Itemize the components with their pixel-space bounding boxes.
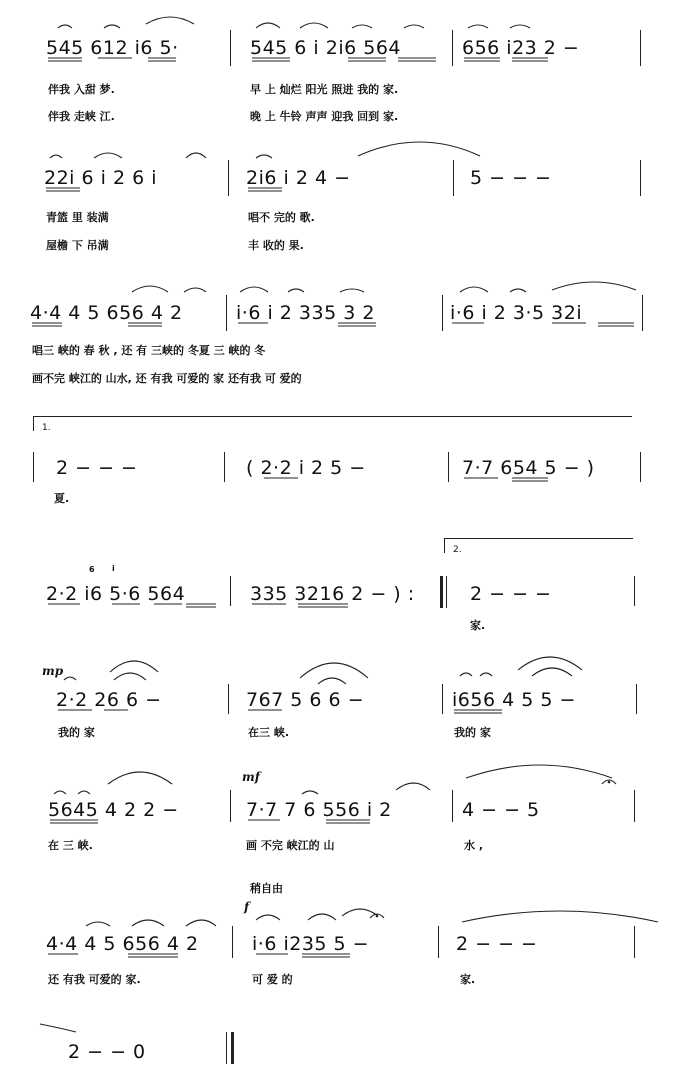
repeat-end-barline — [440, 576, 443, 608]
lyric-line: 夏. — [54, 492, 70, 505]
lyric-line: 水 , — [464, 839, 484, 852]
lyric-line: 我的 家 — [58, 726, 95, 739]
lyric-line: 丰 收的 果. — [248, 239, 304, 252]
barline — [228, 684, 229, 714]
barline — [33, 452, 34, 482]
lyric-line: 画 不完 峡江的 山 — [246, 839, 335, 852]
barline — [640, 160, 641, 196]
barline — [452, 790, 453, 822]
lyric-line: 还 有我 可爱的 家. — [48, 973, 141, 986]
measure-8-1: 4·4 4 5 656 4 2 — [46, 933, 199, 955]
barline — [634, 790, 635, 822]
measure-6-3: i656 4 5 5 − — [452, 689, 576, 711]
measure-8-2: i·6 i235 5 − — [252, 933, 370, 955]
lyric-line: 伴我 走峡 江. — [48, 110, 115, 123]
measure-2-3: 5 − − − — [470, 167, 552, 189]
lyric-line: 唱三 峡的 春 秋 , 还 有 三峡的 冬夏 三 峡的 冬 — [32, 344, 266, 357]
measure-1-1: 545 612 i6 5· — [46, 37, 179, 59]
measure-3-1: 4·4 4 5 656 4 2 — [30, 302, 183, 324]
barline — [230, 576, 231, 606]
measure-2-1: 22i 6 i 2 6 i — [44, 167, 157, 189]
measure-8-3: 2 − − − — [456, 933, 538, 955]
measure-7-3: 4 − − 5 — [462, 799, 540, 821]
measure-1-2: 545 6 i 2i6 564 — [250, 37, 402, 59]
barline — [446, 576, 447, 608]
barline — [438, 926, 439, 958]
barline — [452, 30, 453, 66]
lyric-line: 家. — [460, 973, 476, 986]
measure-2-2: 2i6 i 2 4 − — [246, 167, 351, 189]
lyric-line: 在三 峡. — [248, 726, 290, 739]
barline — [226, 1032, 227, 1064]
barline — [442, 684, 443, 714]
barline — [230, 790, 231, 822]
measure-5-3: 2 − − − — [470, 583, 552, 605]
lyric-line: 可 爱 的 — [252, 973, 293, 986]
barline — [232, 926, 233, 958]
barline — [640, 452, 641, 482]
barline — [442, 295, 443, 331]
measure-5-1: 2·2 i6 5·6 564 — [46, 583, 186, 605]
barline — [634, 576, 635, 606]
barline — [228, 160, 229, 196]
dynamic-mf: mf — [242, 770, 260, 784]
lyric-line: 唱不 完的 歌. — [248, 211, 315, 224]
measure-6-1: 2·2 26 6 − — [56, 689, 162, 711]
measure-5-2: 335 3216 2 − ) : — [250, 583, 415, 605]
dynamic-f: f — [244, 900, 250, 914]
barline — [640, 30, 641, 66]
final-barline — [231, 1032, 234, 1064]
barline — [226, 295, 227, 331]
lyric-line: 青篮 里 装满 — [46, 211, 109, 224]
lyric-line: 屋檐 下 吊满 — [46, 239, 109, 252]
measure-9-1: 2 − − 0 — [68, 1041, 146, 1063]
measure-4-2: ( 2·2 i 2 5 − — [246, 457, 366, 479]
lyric-line: 在 三 峡. — [48, 839, 93, 852]
volta-label: 1. — [42, 423, 51, 433]
volta-bracket-1 — [33, 416, 632, 431]
measure-1-3: 656 i23 2 − — [462, 37, 580, 59]
lyric-line: 晚 上 牛铃 声声 迎我 回到 家. — [250, 110, 399, 123]
lyric-line: 伴我 入甜 梦. — [48, 83, 115, 96]
barline — [453, 160, 454, 196]
measure-3-3: i·6 i 2 3·5 32i — [450, 302, 583, 324]
barline — [224, 452, 225, 482]
grace-note: i — [112, 564, 115, 573]
dynamic-mp: mp — [42, 664, 64, 678]
grace-note: 6 — [89, 565, 95, 574]
lyric-line: 画不完 峡江的 山水, 还 有我 可爱的 家 还有我 可 爱的 — [32, 372, 302, 385]
barline — [642, 295, 643, 331]
volta-bracket-2 — [444, 538, 633, 553]
measure-4-1: 2 − − − — [56, 457, 138, 479]
volta-label: 2. — [453, 545, 462, 555]
barline — [636, 684, 637, 714]
measure-7-1: 5645 4 2 2 − — [48, 799, 179, 821]
measure-6-2: 767 5 6 6 − — [246, 689, 365, 711]
barline — [230, 30, 231, 66]
lyric-line: 早 上 灿烂 阳光 照进 我的 家. — [250, 83, 399, 96]
lyric-line: 我的 家 — [454, 726, 491, 739]
measure-3-2: i·6 i 2 335 3 2 — [236, 302, 375, 324]
tempo-marking: 稍自由 — [250, 882, 283, 895]
barline — [634, 926, 635, 958]
barline — [448, 452, 449, 482]
lyric-line: 家. — [470, 619, 486, 632]
measure-4-3: 7·7 654 5 − ) — [462, 457, 595, 479]
measure-7-2: 7·7 7 6 556 i 2 — [246, 799, 392, 821]
